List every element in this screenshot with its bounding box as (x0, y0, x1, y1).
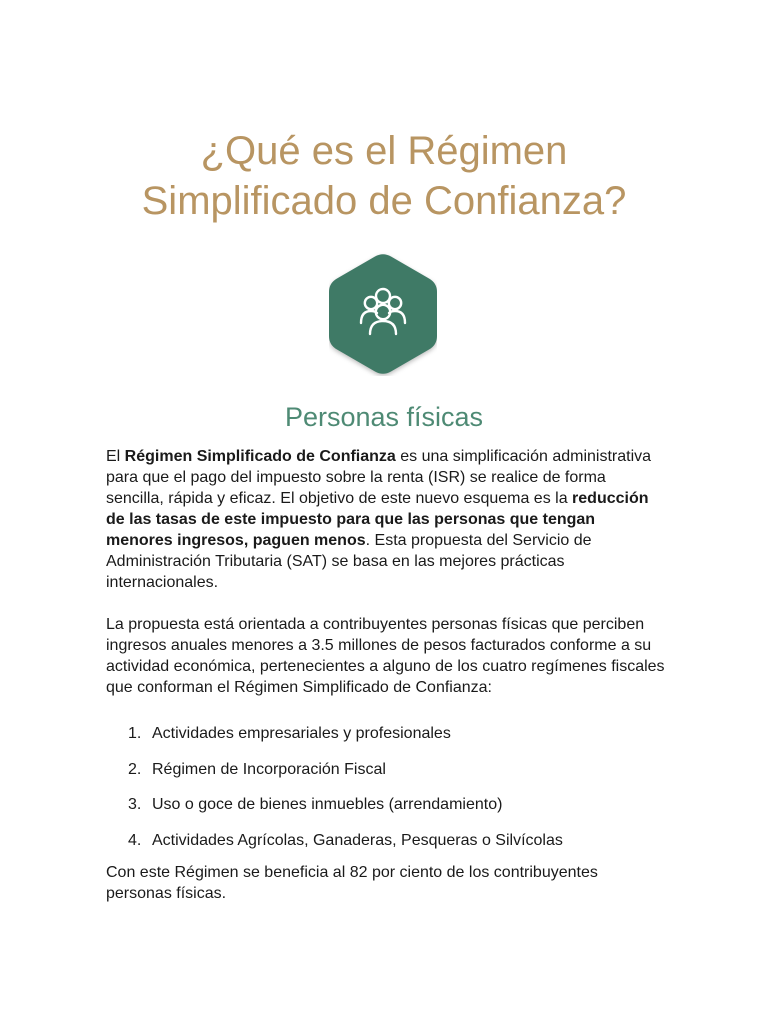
document-body (106, 446, 666, 904)
hexagon-badge (329, 254, 437, 374)
people-group-icon (329, 252, 437, 376)
list-item: 1. Actividades empresariales y profesionales (128, 725, 451, 742)
page-title-line-2: Simplificado de Confianza? (141, 179, 627, 223)
list-item: 4. Actividades Agrícolas, Ganaderas, Pesqueras o Silvícolas (128, 832, 563, 850)
eligibility-paragraph: La propuesta está orientada a contribuyentes personas físicas que perciben ingresos anuales menores a 3.5 millones de pesos facturados conforme a su actividad económica, pertenecientes a alguno de los cuatro regímenes fiscales que conforman el Régimen Simplificado de Confianza: (106, 616, 665, 696)
list-item: 2. Régimen de Incorporación Fiscal (128, 760, 386, 778)
emphasis-regime-name: Régimen Simplificado de Confianza (124, 448, 396, 465)
page-title-line-1: ¿Qué es el Régimen (200, 129, 568, 173)
page-title (0, 126, 768, 226)
list-item: 3. Uso o goce de bienes inmuebles (arrendamiento) (128, 796, 503, 814)
regimes-list (106, 723, 666, 851)
emphasis-goal: reducción de las tasas de este impuesto para que las personas que tengan menores ingresos, paguen menos (106, 490, 649, 549)
intro-paragraph: El Régimen Simplificado de Confianza es una simplificación administrativa para que el pago del impuesto sobre la renta (ISR) se realice de forma sencilla, rápida y eficaz. El objetivo de este nuevo esquema es la reducción de las tasas de este impuesto para que las personas que tengan menores ingresos, paguen menos. Esta propuesta del Servicio de Administración Tributaria (SAT) se basa en las mejores prácticas internacionales. (106, 448, 652, 591)
closing-paragraph: Con este Régimen se beneficia al 82 por ciento de los contribuyentes personas físicas. (106, 863, 598, 902)
section-heading: Personas físicas (284, 402, 484, 432)
